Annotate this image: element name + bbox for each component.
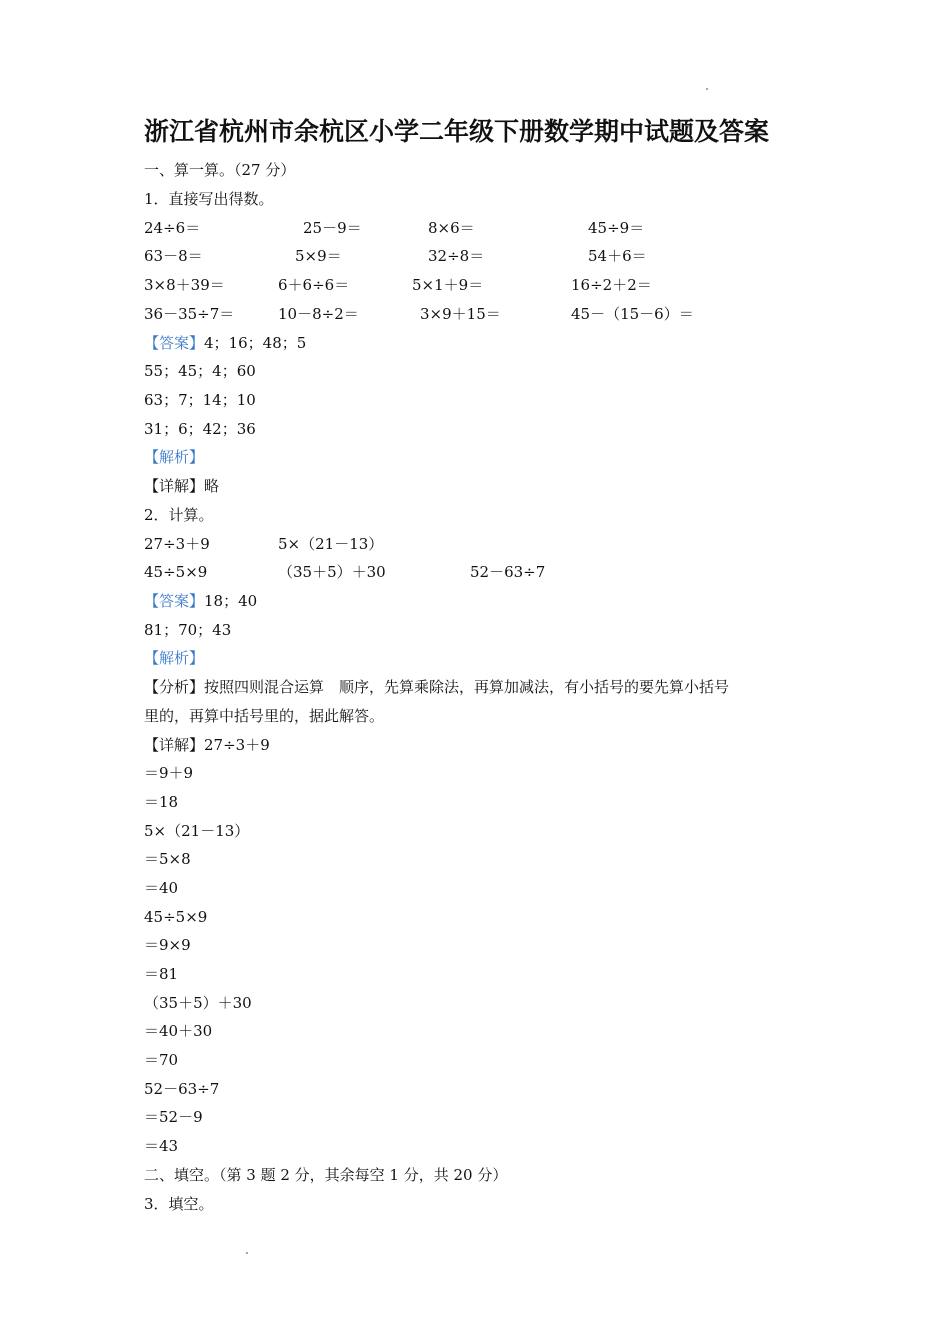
q2-detail-line: 【详解】27÷3＋9	[144, 736, 270, 754]
q1-item: 5×1＋9＝	[412, 276, 484, 294]
q2-analysis-text-2: 里的，再算中括号里的，据此解答。	[144, 707, 385, 725]
q1-answer-line-4: 31；6；42；36	[144, 420, 256, 438]
q1-item: 10－8÷2＝	[278, 305, 359, 323]
q1-item: 45－（15－6）＝	[571, 305, 694, 323]
q2-detail-line: ＝18	[144, 793, 179, 811]
q2-item: 5×（21－13）	[278, 535, 384, 553]
q2-detail-line: （35＋5）＋30	[144, 994, 252, 1012]
q2-detail-line: 52－63÷7	[144, 1080, 220, 1098]
q1-item: 3×8＋39＝	[144, 276, 225, 294]
answer-tag: 【答案】	[144, 592, 205, 610]
q2-prompt: 2．计算。	[144, 506, 214, 524]
q1-item: 45÷9＝	[588, 219, 645, 237]
q1-item: 25－9＝	[303, 219, 362, 237]
q1-item: 6＋6÷6＝	[278, 276, 350, 294]
q2-detail-line: ＝9×9	[144, 936, 191, 954]
q2-detail-line: 5×（21－13）	[144, 822, 250, 840]
scan-dot-bottom	[246, 1252, 248, 1254]
q2-detail-line: ＝81	[144, 965, 179, 983]
scan-dot-top	[706, 88, 708, 90]
section1-heading: 一、算一算。（27 分）	[144, 161, 296, 179]
q2-detail-line: ＝70	[144, 1051, 179, 1069]
answer-text: 4；16；48；5	[204, 334, 307, 352]
q1-prompt: 1．直接写出得数。	[144, 190, 274, 208]
answer-tag: 【答案】	[144, 334, 205, 352]
q1-detail: 【详解】略	[144, 477, 220, 495]
q1-item: 36－35÷7＝	[144, 305, 235, 323]
q1-item: 3×9＋15＝	[420, 305, 501, 323]
q1-item: 8×6＝	[428, 219, 475, 237]
q1-item: 54＋6＝	[588, 247, 647, 265]
q2-detail-line: ＝5×8	[144, 850, 191, 868]
q1-item: 5×9＝	[295, 247, 342, 265]
q2-analysis-text-1: 【分析】按照四则混合运算 顺序，先算乘除法，再算加减法，有小括号的要先算小括号	[144, 678, 730, 696]
document-title: 浙江省杭州市余杭区小学二年级下册数学期中试题及答案	[144, 117, 770, 146]
q2-item: 27÷3＋9	[144, 535, 210, 553]
q2-row-1	[0, 534, 950, 554]
q1-answer-line-2: 55；45；4；60	[144, 362, 256, 380]
q2-item: （35＋5）＋30	[278, 563, 386, 581]
q2-analysis-tag: 【解析】	[144, 649, 205, 667]
q1-analysis-tag: 【解析】	[144, 448, 205, 466]
q1-answer-line-1	[144, 333, 306, 353]
q1-item: 32÷8＝	[428, 247, 485, 265]
q2-detail-line: ＝52－9	[144, 1108, 203, 1126]
q2-answer-line-1	[144, 591, 257, 611]
q2-detail-line: ＝40	[144, 879, 179, 897]
q1-answer-line-3: 63；7；14；10	[144, 391, 256, 409]
q2-answer-line-2: 81；70；43	[144, 621, 232, 639]
section2-heading: 二、填空。（第 3 题 2 分，其余每空 1 分，共 20 分）	[144, 1166, 508, 1184]
q2-item: 45÷5×9	[144, 563, 208, 581]
q2-row-2	[0, 562, 950, 582]
q1-row-4	[0, 304, 950, 324]
q3-prompt: 3．填空。	[144, 1195, 214, 1213]
q1-row-2	[0, 246, 950, 266]
q2-detail-line: 45÷5×9	[144, 908, 208, 926]
answer-text: 18；40	[204, 592, 258, 610]
q1-item: 63－8＝	[144, 247, 203, 265]
q1-row-1	[0, 218, 950, 238]
q1-item: 16÷2＋2＝	[571, 276, 652, 294]
q2-detail-line: ＝43	[144, 1137, 179, 1155]
q1-item: 24÷6＝	[144, 219, 201, 237]
q2-item: 52－63÷7	[470, 563, 546, 581]
q1-row-3	[0, 275, 950, 295]
q2-detail-line: ＝9＋9	[144, 764, 194, 782]
q2-detail-line: ＝40＋30	[144, 1022, 213, 1040]
